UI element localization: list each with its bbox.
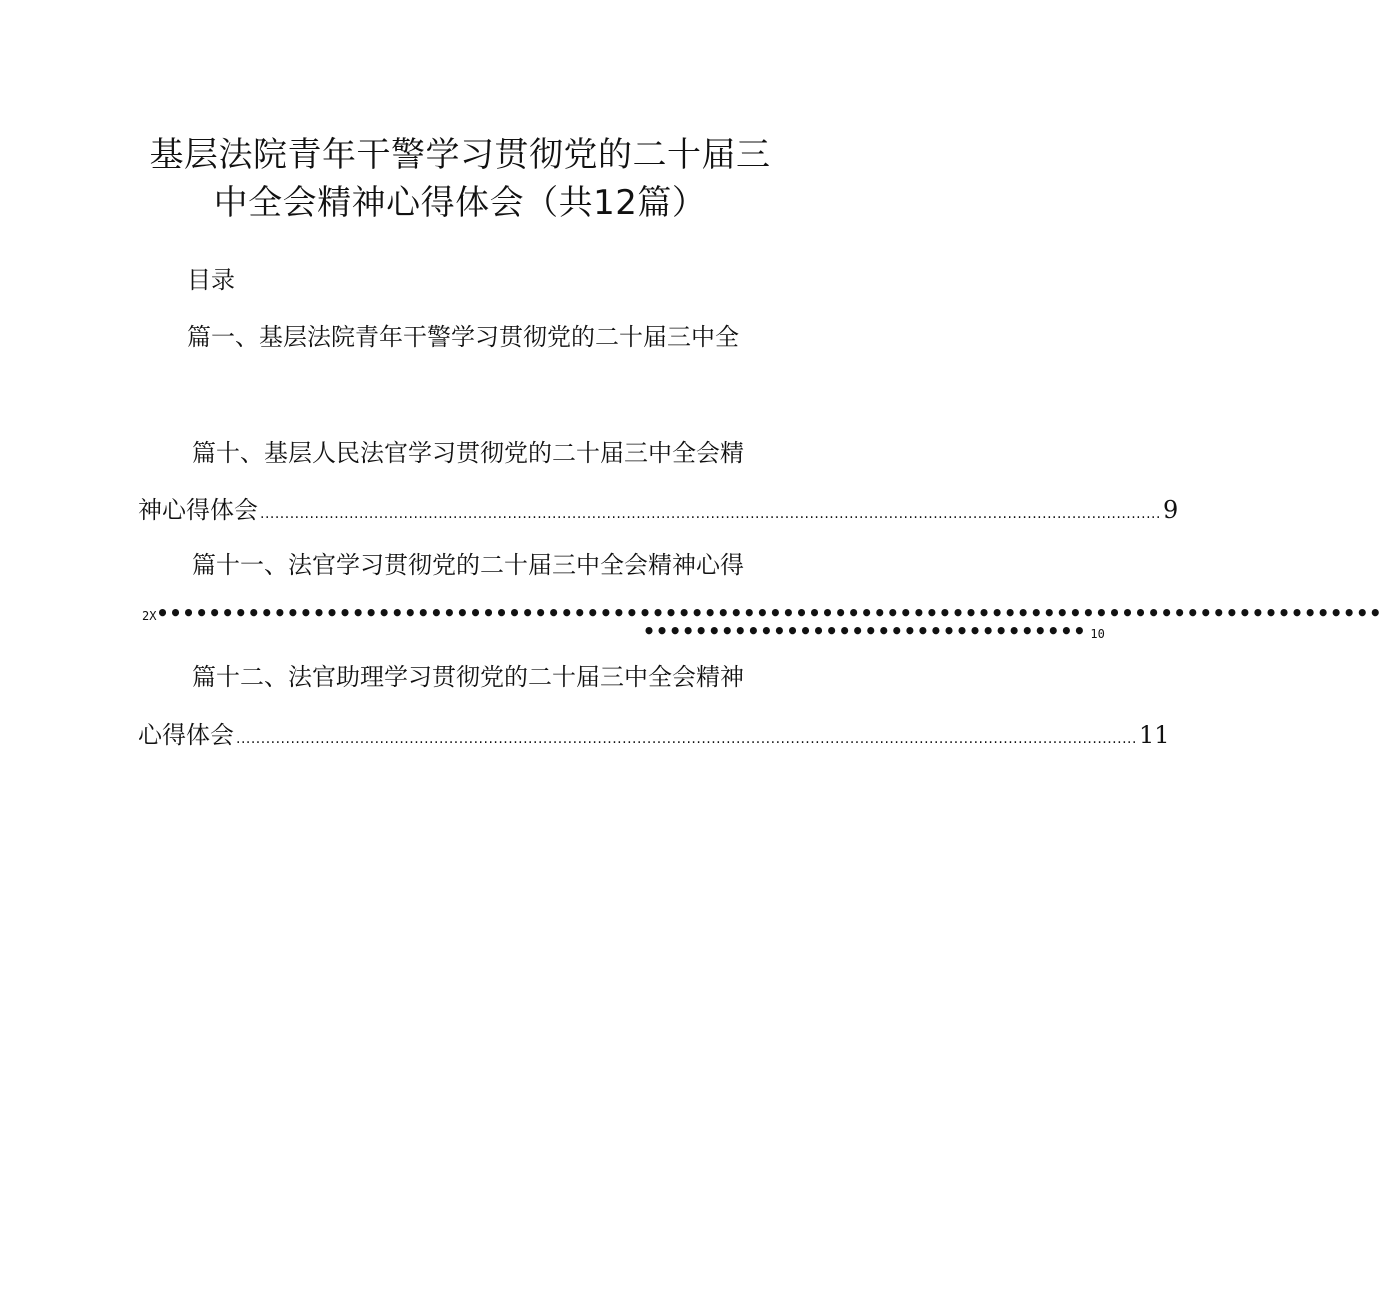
document-title-line-2: 中全会精神心得体会（共12篇）	[213, 183, 707, 223]
dot-leader: ••••••••••••••••••••••••••••••••••••••••••••••••••••••••••••••••••••••••••••••••••••••••••••••	[156, 601, 1382, 625]
dot-leader: ......................................................................................................................................................................................	[236, 731, 1137, 747]
document-title-line-1: 基层法院青年干警学习贯彻党的二十届三	[149, 135, 771, 175]
toc-entry-11-prefix: 2X	[142, 609, 157, 623]
toc-entry-12-line-2: 心得体会	[138, 721, 234, 749]
dot-leader: ••••••••••••••••••••••••••••••••••	[643, 619, 1087, 643]
toc-entry-11-text[interactable]: 篇十一、法官学习贯彻党的二十届三中全会精神心得	[192, 551, 744, 579]
toc-entry-10-leader-row[interactable]	[138, 494, 1179, 530]
dot-leader: ......................................................................................................................................................................................	[260, 506, 1161, 522]
toc-entry-11-leader-row-2	[643, 619, 1105, 643]
toc-entry-10-page-number: 9	[1162, 496, 1179, 524]
toc-entry-10-line-1[interactable]: 篇十、基层人民法官学习贯彻党的二十届三中全会精	[192, 439, 744, 467]
toc-entry-1-text[interactable]: 篇一、基层法院青年干警学习贯彻党的二十届三中全	[187, 323, 739, 351]
toc-entry-11-page-number: 10	[1090, 627, 1105, 641]
toc-entry-12-leader-row[interactable]	[138, 719, 1170, 755]
toc-entry-10-line-2: 神心得体会	[138, 496, 258, 524]
toc-entry-12-line-1[interactable]: 篇十二、法官助理学习贯彻党的二十届三中全会精神	[192, 663, 744, 691]
toc-entry-12-page-number: 11	[1138, 721, 1170, 749]
toc-heading: 目录	[187, 266, 235, 294]
